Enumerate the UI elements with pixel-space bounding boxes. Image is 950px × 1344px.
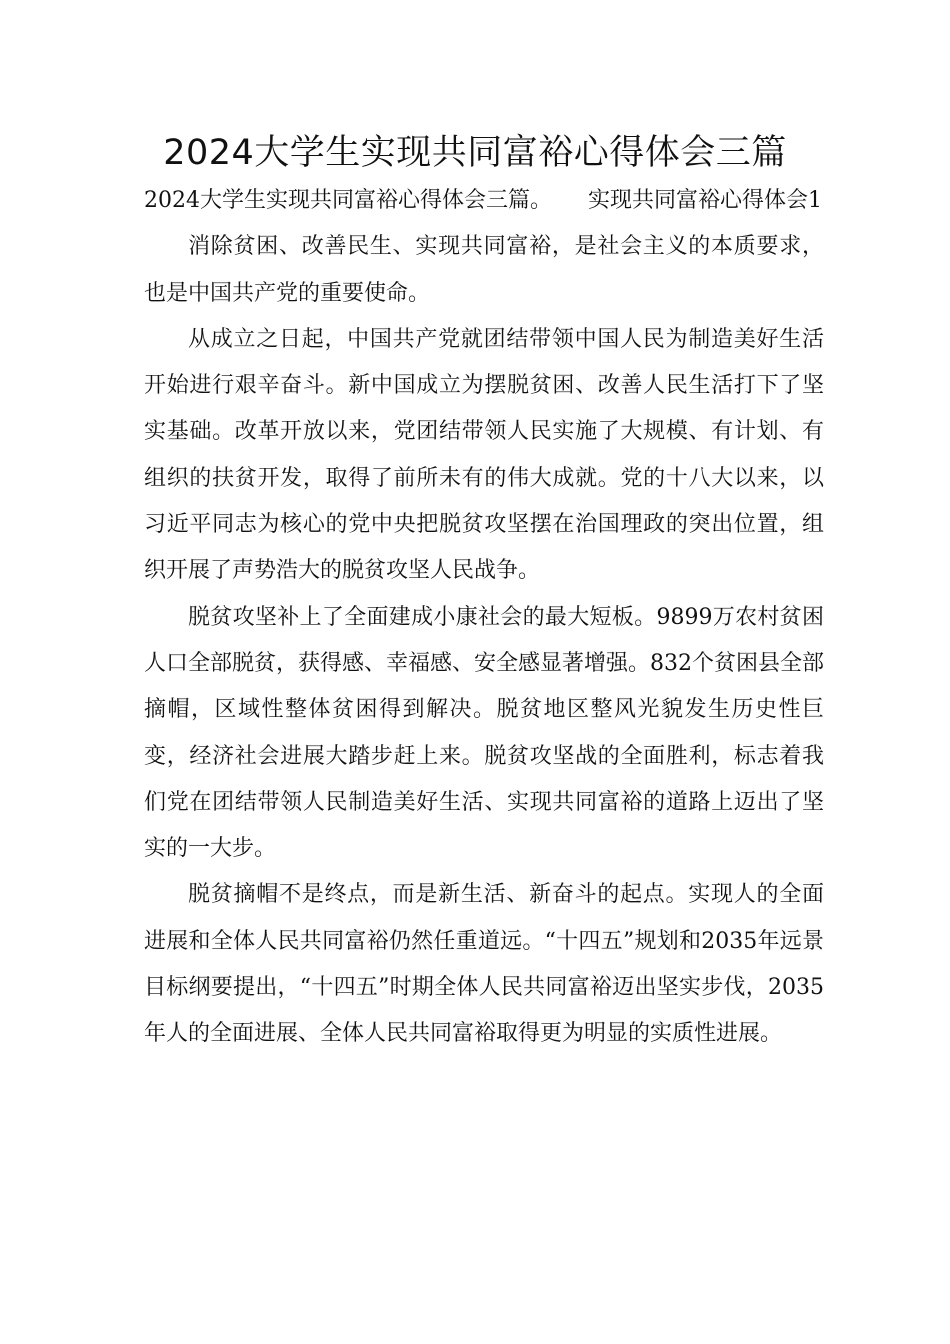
body-paragraph-3: 脱贫攻坚补上了全面建成小康社会的最大短板。9899万农村贫困人口全部脱贫，获得感、幸福感、安全感显著增强。832个贫困县全部摘帽，区域性整体贫困得到解决。脱贫地区整风光貌发生历史性巨变，经济社会进展大踏步赶上来。脱贫攻坚战的全面胜利，标志着我们党在团结带领人民制造美好生活、实现共同富裕的道路上迈出了坚实的一大步。 <box>144 604 824 862</box>
body-paragraph-1: 消除贫困、改善民生、实现共同富裕，是社会主义的本质要求，也是中国共产党的重要使命。 <box>144 234 824 306</box>
intro-lead: 2024大学生实现共同富裕心得体会三篇。 <box>144 188 552 213</box>
body-paragraph-2: 从成立之日起，中国共产党就团结带领中国人民为制造美好生活开始进行艰辛奋斗。新中国成立为摆脱贫困、改善人民生活打下了坚实基础。改革开放以来，党团结带领人民实施了大规模、有计划、有组织的扶贫开发，取得了前所未有的伟大成就。党的十八大以来，以习近平同志为核心的党中央把脱贫攻坚摆在治国理政的突出位置，组织开展了声势浩大的脱贫攻坚人民战争。 <box>144 326 824 584</box>
document-title: 2024大学生实现共同富裕心得体会三篇 <box>163 133 787 173</box>
body-paragraph-4: 脱贫摘帽不是终点，而是新生活、新奋斗的起点。实现人的全面进展和全体人民共同富裕仍然任重道远。“十四五”规划和2035年远景目标纲要提出，“十四五”时期全体人民共同富裕迈出坚实步伐，2035年人的全面进展、全体人民共同富裕取得更为明显的实质性进展。 <box>144 882 824 1047</box>
intro-paragraph <box>144 178 824 224</box>
document-body <box>144 178 824 1058</box>
section-heading: 实现共同富裕心得体会1 <box>588 188 822 213</box>
